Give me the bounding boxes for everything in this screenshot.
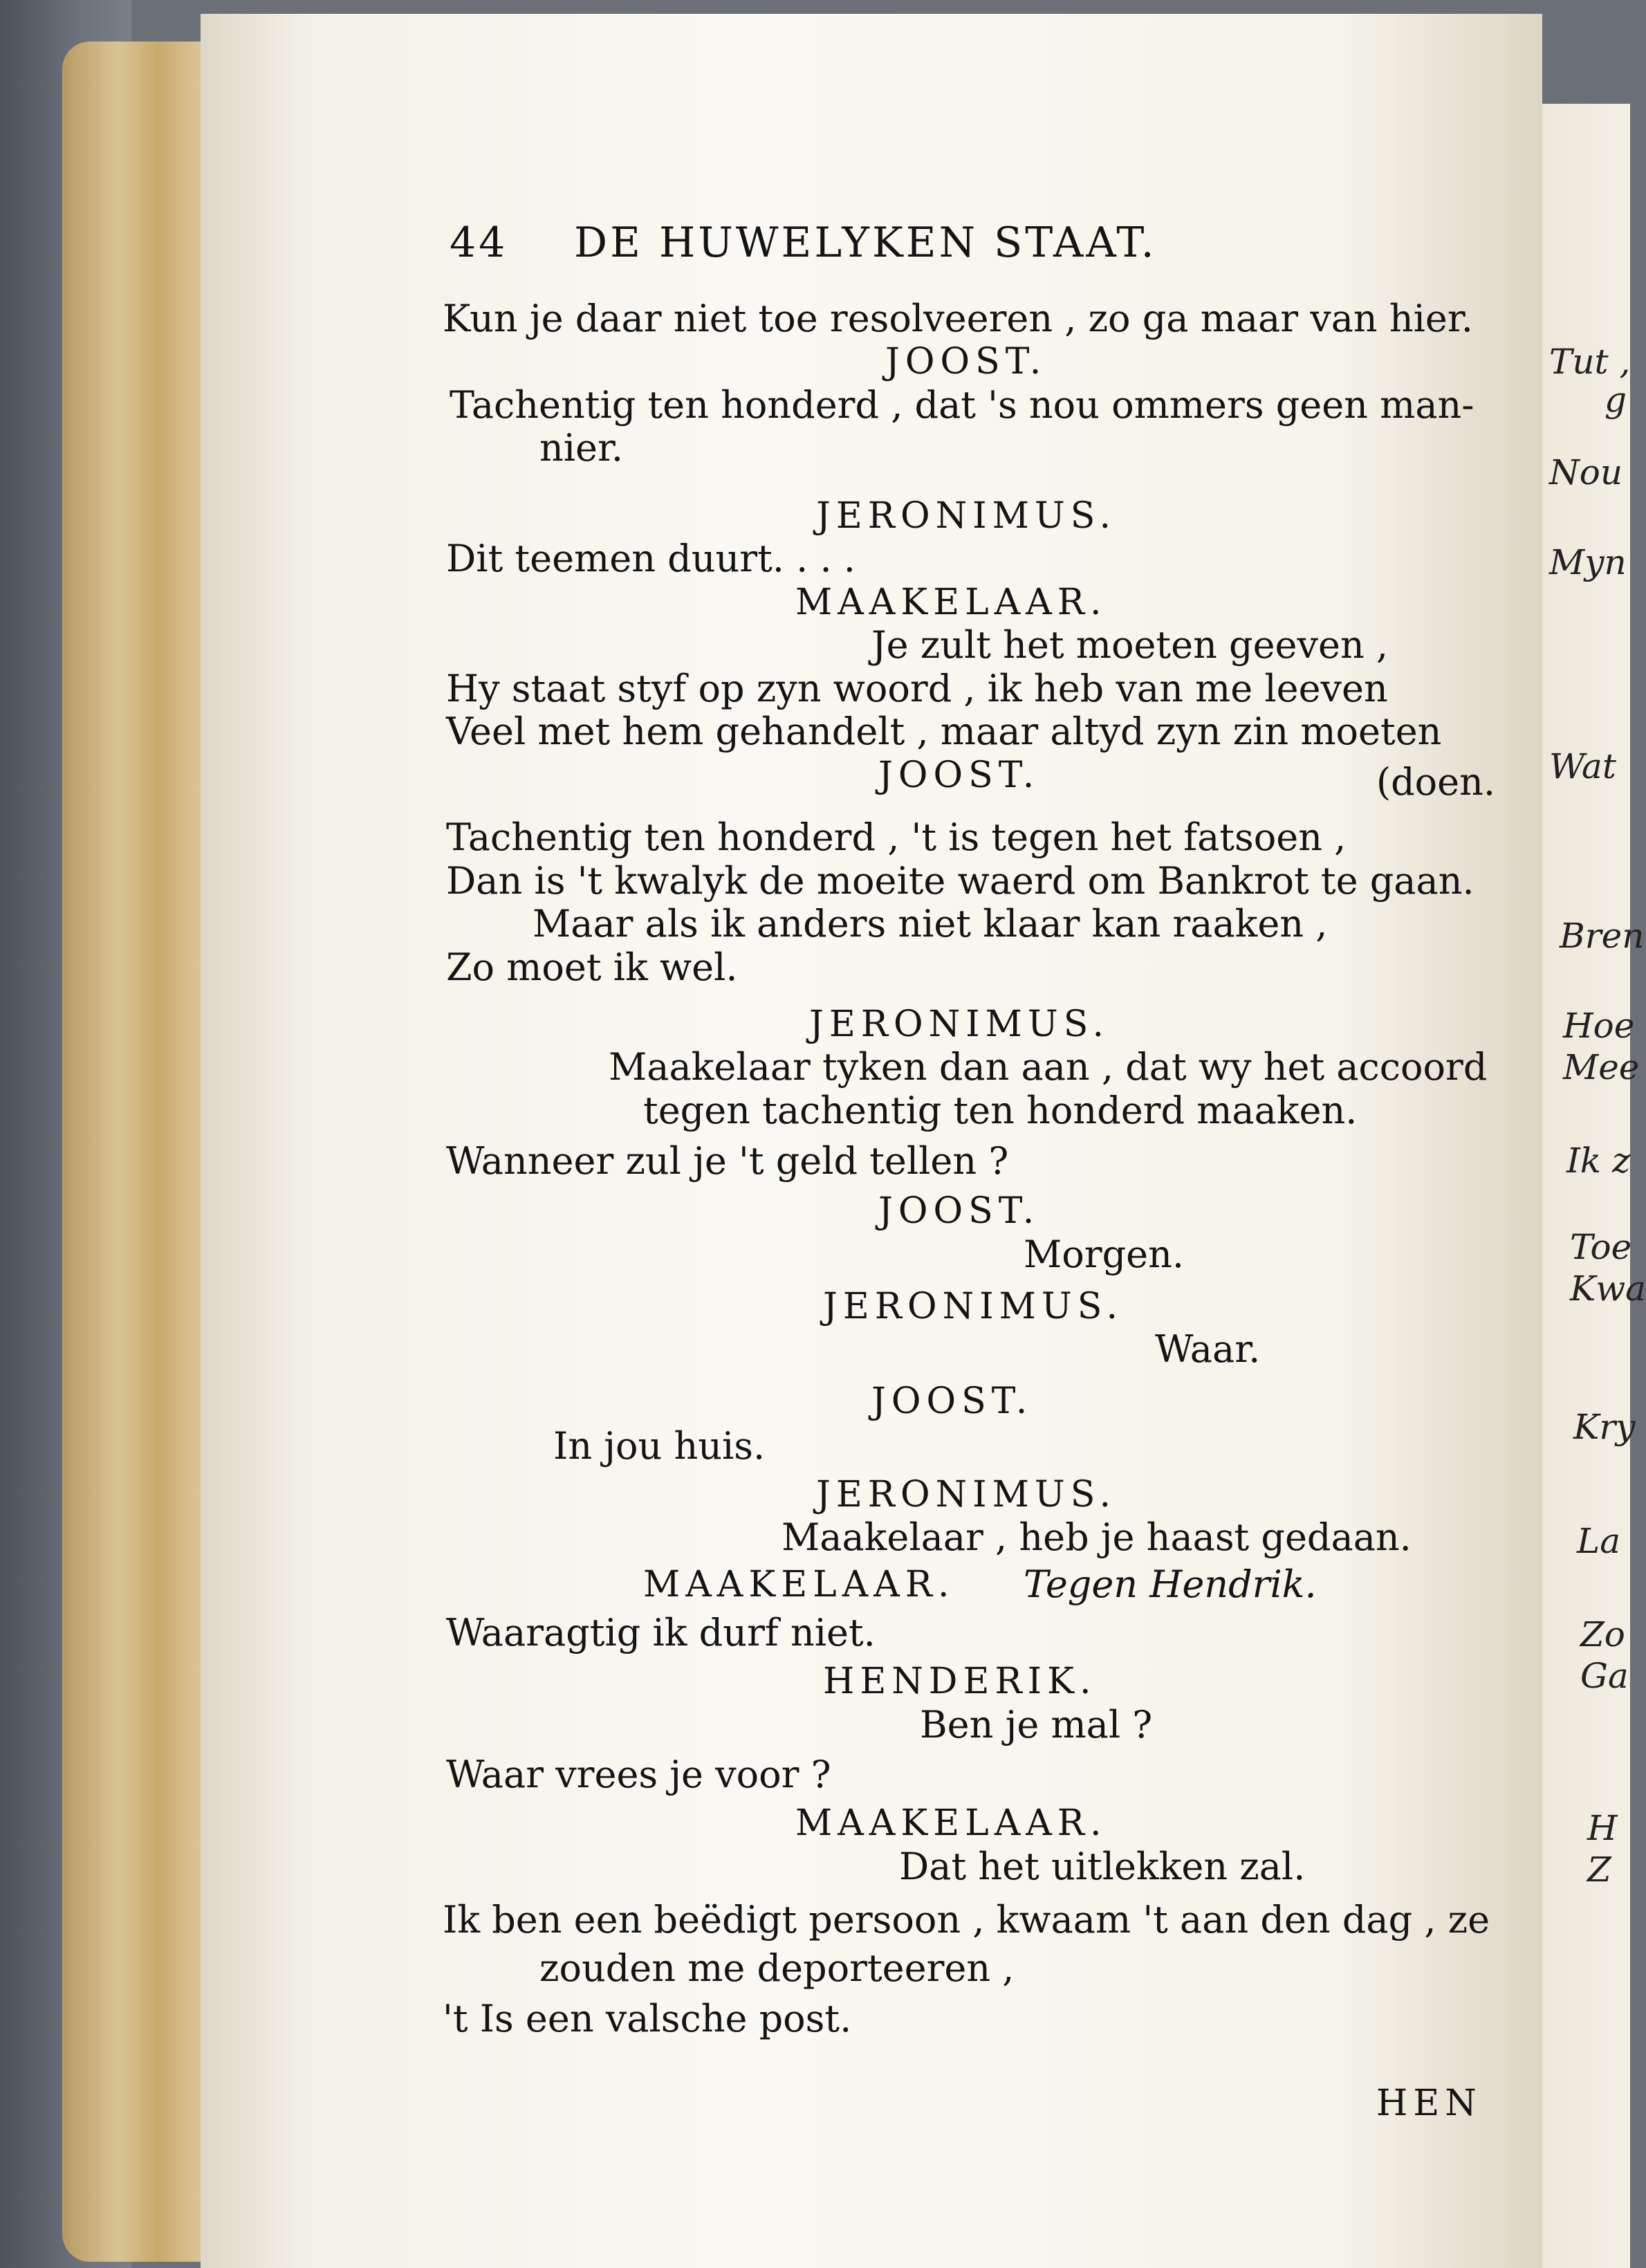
stage-direction: Tegen Hendrik. <box>1024 1562 1317 1606</box>
speaker-name: JOOST. <box>878 755 1040 796</box>
verse-line: Kun je daar niet toe resolveeren , zo ga maar van hier. <box>443 297 1473 340</box>
facing-fragment: La <box>1577 1521 1621 1561</box>
verse-line: Waaragtig ik durf niet. <box>446 1611 876 1654</box>
verse-line: Wanneer zul je 't geld tellen ? <box>446 1139 1009 1183</box>
facing-fragment: Zo <box>1580 1614 1625 1654</box>
facing-fragment: Wat <box>1549 746 1616 786</box>
facing-fragment: Tut , <box>1549 342 1631 382</box>
verse-line: Ik ben een beëdigt persoon , kwaam 't aan den dag , ze <box>443 1898 1490 1942</box>
speaker-name: JOOST. <box>871 1381 1033 1422</box>
speaker-name: JOOST. <box>885 341 1047 382</box>
facing-fragment: Mee <box>1563 1047 1640 1087</box>
facing-fragment: Nou <box>1549 452 1623 492</box>
verse-line: Dan is 't kwalyk de moeite waerd om Bankrot te gaan. <box>446 859 1474 903</box>
facing-fragment: Kwa <box>1570 1269 1646 1309</box>
book-page <box>201 14 1542 2268</box>
verse-line: Hy staat styf op zyn woord , ik heb van me leeven <box>446 667 1388 710</box>
verse-line-turnover: (doen. <box>1376 760 1496 804</box>
verse-line: Maakelaar , heb je haast gedaan. <box>782 1515 1412 1559</box>
facing-fragment: Myn <box>1549 542 1627 582</box>
verse-line: Tachentig ten honderd , dat 's nou ommers geen man- <box>450 383 1474 427</box>
verse-line: Maakelaar tyken dan aan , dat wy het accoord <box>609 1045 1488 1089</box>
verse-line: zouden me deporteeren , <box>539 1946 1015 1990</box>
facing-fragment: g <box>1605 380 1627 420</box>
facing-fragment: Kry <box>1573 1407 1636 1447</box>
verse-line: Zo moet ik wel. <box>446 946 738 989</box>
verse-line: Dit teemen duurt. . . . <box>446 537 856 580</box>
speaker-name: JERONIMUS. <box>816 1474 1116 1515</box>
verse-line: Veel met hem gehandelt , maar altyd zyn zin moeten <box>446 710 1442 753</box>
page-number: 44 <box>450 219 508 267</box>
book-page-edges <box>62 42 221 2262</box>
verse-line: nier. <box>539 426 624 470</box>
speaker-name: HENDERIK. <box>823 1661 1097 1702</box>
verse-line: Waar. <box>1155 1327 1261 1371</box>
speaker-name: MAAKELAAR. <box>795 582 1107 623</box>
verse-line: Morgen. <box>1024 1233 1185 1276</box>
speaker-name: MAAKELAAR. <box>643 1564 955 1605</box>
verse-line: 't Is een valsche post. <box>443 1997 852 2040</box>
speaker-name: JOOST. <box>878 1190 1040 1232</box>
verse-line: Maar als ik anders niet klaar kan raaken , <box>533 902 1328 946</box>
verse-line: tegen tachentig ten honderd maaken. <box>643 1089 1358 1132</box>
speaker-name: JERONIMUS. <box>809 1004 1109 1045</box>
facing-fragment: Z <box>1587 1850 1611 1890</box>
facing-fragment: Ik z <box>1566 1141 1631 1181</box>
facing-fragment: Hoe <box>1563 1006 1635 1046</box>
facing-fragment: Bren <box>1560 916 1645 956</box>
speaker-name: JERONIMUS. <box>816 495 1116 537</box>
verse-line: Tachentig ten honderd , 't is tegen het fatsoen , <box>446 815 1347 859</box>
verse-line: In jou huis. <box>553 1424 766 1468</box>
running-head: DE HUWELYKEN STAAT. <box>574 219 1157 267</box>
verse-line: Waar vrees je voor ? <box>446 1753 831 1796</box>
catchword: HEN <box>1376 2083 1482 2124</box>
verse-line: Dat het uitlekken zal. <box>899 1845 1306 1888</box>
facing-fragment: H <box>1587 1808 1618 1848</box>
facing-fragment: Ga <box>1580 1656 1629 1696</box>
speaker-name: MAAKELAAR. <box>795 1803 1107 1844</box>
verse-line: Je zult het moeten geeven , <box>871 623 1389 667</box>
verse-line: Ben je mal ? <box>920 1703 1153 1746</box>
speaker-name: JERONIMUS. <box>823 1286 1123 1327</box>
facing-fragment: Toe <box>1570 1227 1632 1267</box>
